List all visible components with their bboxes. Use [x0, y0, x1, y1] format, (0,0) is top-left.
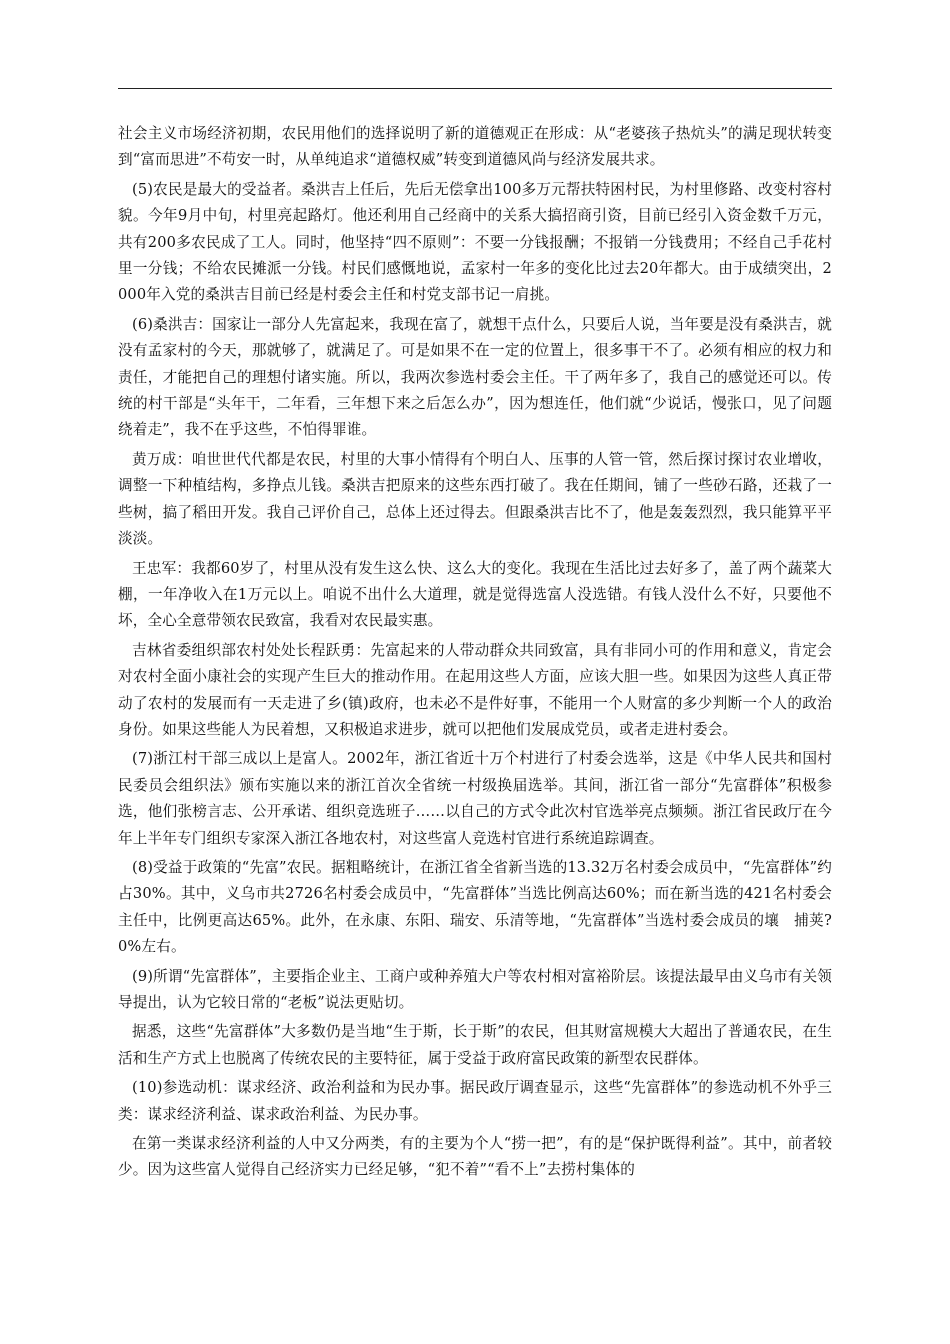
- paragraph-3: (6)桑洪吉：国家让一部分人先富起来，我现在富了，就想干点什么，只要后人说，当年要是没有桑洪吉，就没有孟家村的今天，那就够了，就满足了。可是如果不在一定的位置上，很多事干不了。必须有相应的权力和责任，才能把自己的理想付诸实施。所以，我两次参选村委会主任。干了两年多了，我自己的感觉还可以。传统的村干部是“头年干，二年看，三年想下来之后怎么办”，因为想连任，他们就“少说话，慢张口，见了问题绕着走”，我不在乎这些，不怕得罪谁。: [118, 315, 832, 439]
- paragraph-10: 据悉，这些“先富群体”大多数仍是当地“生于斯，长于斯”的农民，但其财富规模大大超出了普通农民，在生活和生产方式上也脱离了传统农民的主要特征，属于受益于政府富民政策的新型农民群体。: [118, 1023, 832, 1067]
- paragraph-2: (5)农民是最大的受益者。桑洪吉上任后，先后无偿拿出100多万元帮扶特困村民，为村里修路、改变村容村貌。今年9月中旬，村里亮起路灯。他还利用自己经商中的关系大搞招商引资，目前已经引入资金数千万元，共有200多农民成了工人。同时，他坚持“四不原则”：不要一分钱报酬；不报销一分钱费用；不经自己手花村里一分钱；不给农民摊派一分钱。村民们感慨地说，孟家村一年多的变化比过去20年都大。由于成绩突出，2000年入党的桑洪吉目前已经是村委会主任和村党支部书记一肩挑。: [118, 180, 832, 304]
- paragraph-1: 社会主义市场经济初期，农民用他们的选择说明了新的道德观正在形成：从“老婆孩子热炕头”的满足现状转变到“富而思进”不苟安一时，从单纯追求“道德权威”转变到道德风尚与经济发展共求。: [118, 125, 832, 169]
- paragraph-12: 在第一类谋求经济利益的人中又分两类，有的主要为个人“捞一把”，有的是“保护既得利益”。其中，前者较少。因为这些富人觉得自己经济实力已经足够，“犯不着”“看不上”去捞村集体的: [118, 1135, 832, 1179]
- document-body: [118, 121, 832, 1187]
- paragraph-9: (9)所谓“先富群体”，主要指企业主、工商户或种养殖大户等农村相对富裕阶层。该提法最早由义乌市有关领导提出，认为它较日常的“老板”说法更贴切。: [118, 967, 832, 1011]
- paragraph-4: 黄万成：咱世世代代都是农民，村里的大事小情得有个明白人、压事的人管一管，然后探讨探讨农业增收，调整一下种植结构，多挣点儿钱。桑洪吉把原来的这些东西打破了。我在任期间，铺了一些砂石路，还栽了一些树，搞了稻田开发。我自己评价自己，总体上还过得去。但跟桑洪吉比不了，他是轰轰烈烈，我只能算平平淡淡。: [118, 450, 832, 548]
- paragraph-6: 吉林省委组织部农村处处长程跃勇：先富起来的人带动群众共同致富，具有非同小可的作用和意义，肯定会对农村全面小康社会的实现产生巨大的推动作用。在起用这些人方面，应该大胆一些。如果因为这些人真正带动了农村的发展而有一天走进了乡(镇)政府，也未必不是件好事，不能用一个人财富的多少判断一个人的政治身份。如果这些能人为民着想，又积极追求进步，就可以把他们发展成党员，或者走进村委会。: [118, 641, 832, 738]
- header-rule: [118, 88, 832, 89]
- paragraph-5: 王忠军：我都60岁了，村里从没有发生这么快、这么大的变化。我现在生活比过去好多了，盖了两个蔬菜大棚，一年净收入在1万元以上。咱说不出什么大道理，就是觉得选富人没选错。有钱人没什么不好，只要他不坏，全心全意带领农民致富，我看对农民最实惠。: [118, 559, 832, 630]
- paragraph-8: (8)受益于政策的“先富”农民。据粗略统计，在浙江省全省新当选的13.32万名村委会成员中，“先富群体”约占30%。其中，义乌市共2726名村委会成员中，“先富群体”当选比例高达60%；而在新当选的421名村委会主任中，比例更高达65%。此外，在永康、东阳、瑞安、乐清等地，“先富群体”当选村委会成员的壤 捕荚?0%左右。: [118, 858, 832, 956]
- paragraph-11: (10)参选动机：谋求经济、政治利益和为民办事。据民政厅调查显示，这些“先富群体”的参选动机不外乎三类：谋求经济利益、谋求政治利益、为民办事。: [118, 1079, 832, 1123]
- paragraph-7: (7)浙江村干部三成以上是富人。2002年，浙江省近十万个村进行了村委会选举，这是《中华人民共和国村民委员会组织法》颁布实施以来的浙江首次全省统一村级换届选举。其间，浙江省一部分“先富群体”积极参选，他们张榜言志、公开承诺、组织竞选班子……以自己的方式令此次村官选举亮点频频。浙江省民政厅在今年上半年专门组织专家深入浙江各地农村，对这些富人竞选村官进行系统追踪调查。: [118, 750, 832, 847]
